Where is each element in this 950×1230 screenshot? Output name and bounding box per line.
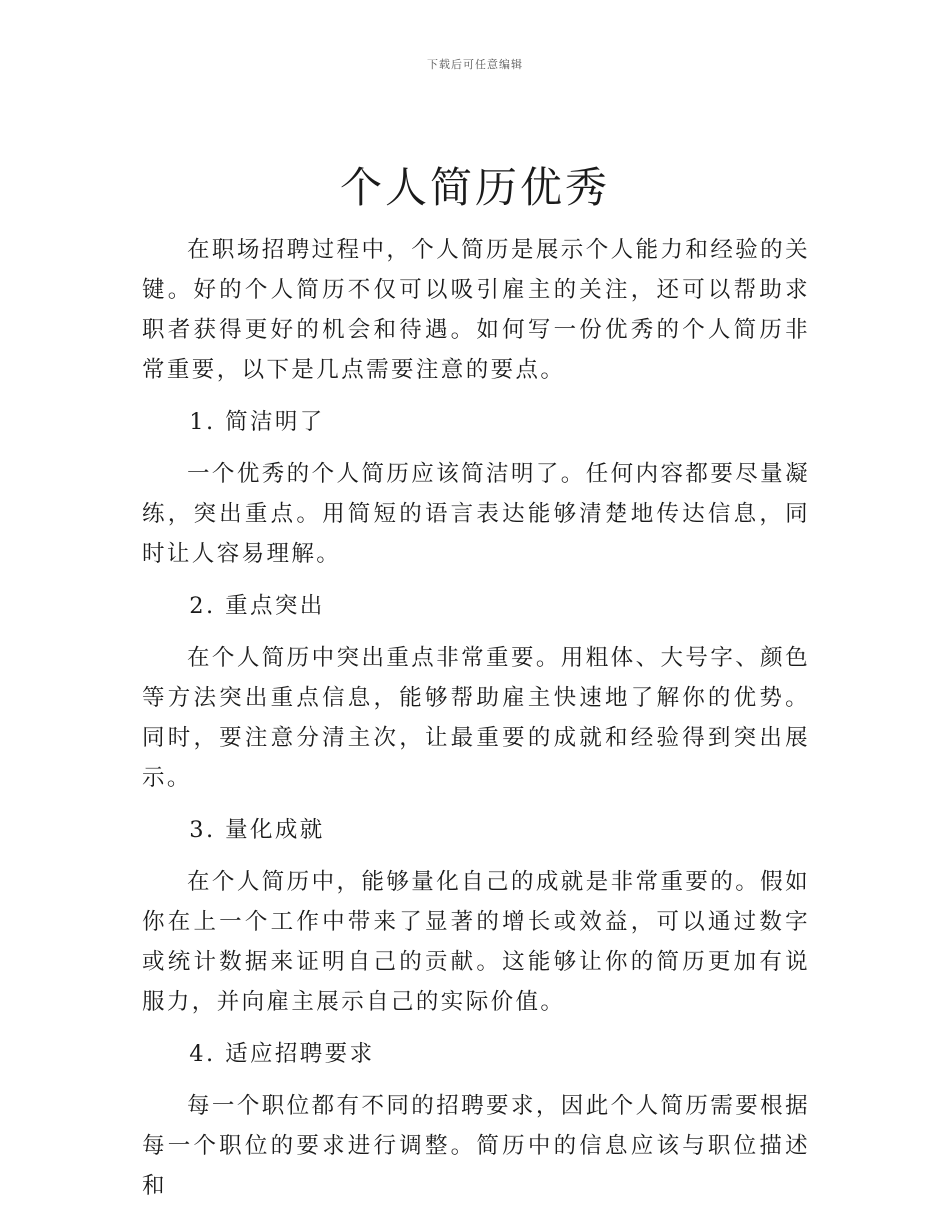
section-body-2: 在个人简历中突出重点非常重要。用粗体、大号字、颜色等方法突出重点信息，能够帮助雇主快速地了解你的优势。同时，要注意分清主次，让最重要的成就和经验得到突出展示。: [142, 645, 810, 791]
document-title: 个人简历优秀: [339, 163, 610, 212]
intro-paragraph: 在职场招聘过程中，个人简历是展示个人能力和经验的关键。好的个人简历不仅可以吸引雇主的关注，还可以帮助求职者获得更好的机会和待遇。如何写一份优秀的个人简历非常重要，以下是几点需要注意的要点。: [142, 237, 810, 383]
header-note: 下载后可任意编辑: [427, 58, 523, 71]
section-body-3: 在个人简历中，能够量化自己的成就是非常重要的。假如你在上一个工作中带来了显著的增长或效益，可以通过数字或统计数据来证明自己的贡献。这能够让你的简历更加有说服力，并向雇主展示自己的实际价值。: [142, 869, 810, 1015]
section-heading-3: 3. 量化成就: [189, 817, 325, 843]
section-heading-4: 4. 适应招聘要求: [189, 1041, 375, 1067]
document-body: [142, 230, 810, 1206]
section-body-1: 一个优秀的个人简历应该简洁明了。任何内容都要尽量凝练，突出重点。用简短的语言表达能够清楚地传达信息，同时让人容易理解。: [142, 461, 810, 567]
section-body-4: 每一个职位都有不同的招聘要求，因此个人简历需要根据每一个职位的要求进行调整。简历中的信息应该与职位描述和: [142, 1093, 810, 1199]
section-heading-2: 2. 重点突出: [189, 593, 325, 619]
section-heading-1: 1. 简洁明了: [189, 409, 325, 435]
